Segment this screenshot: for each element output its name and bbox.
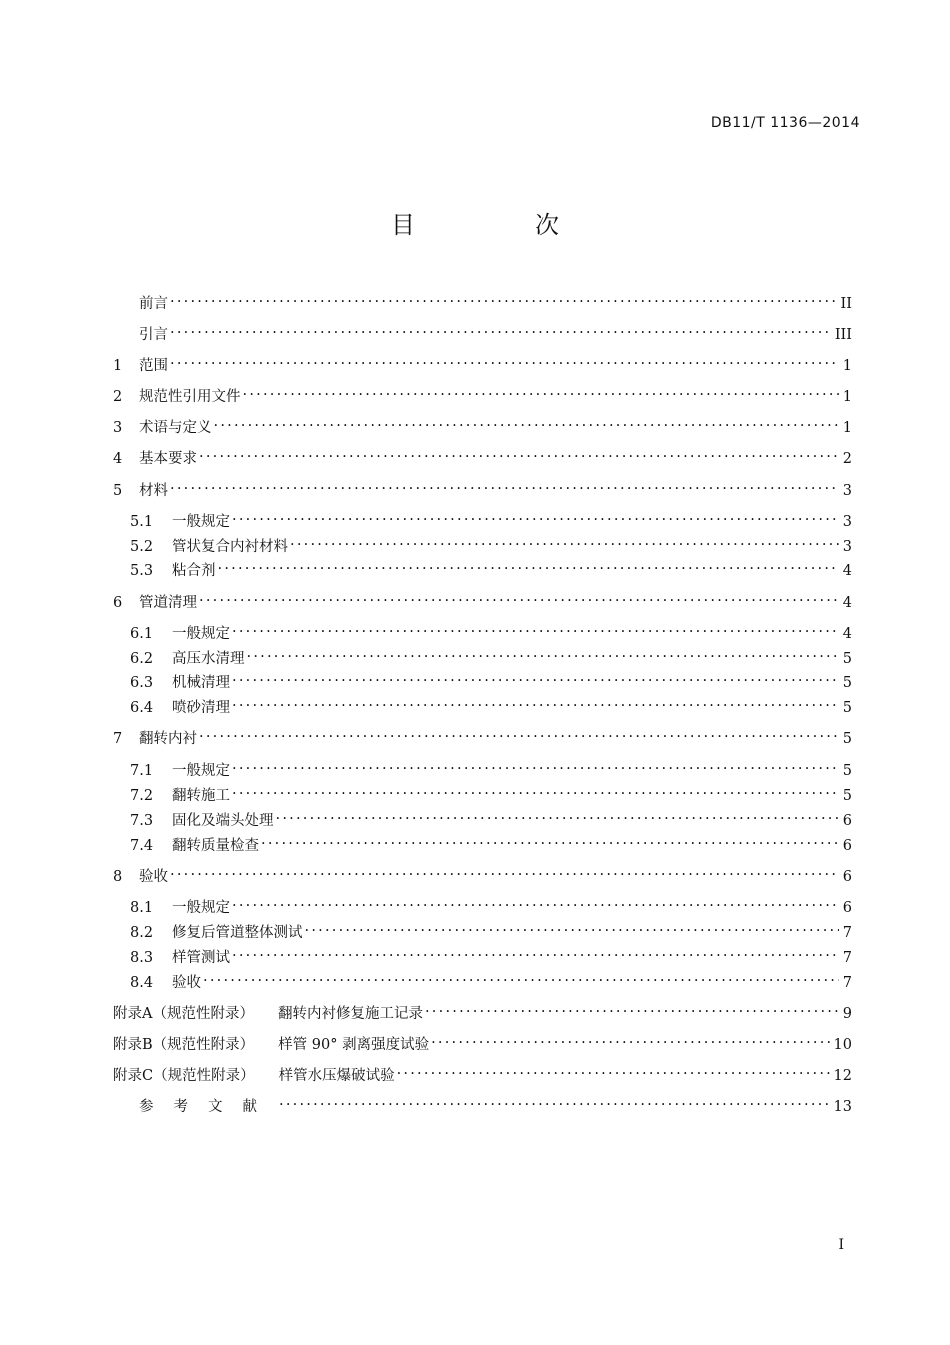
- toc-entry-page: 9: [842, 1006, 852, 1022]
- toc-entry[interactable]: [113, 319, 852, 343]
- toc-entry-number: 1: [113, 358, 123, 374]
- toc-entry-page: 4: [842, 626, 852, 642]
- toc-entry-number: 6: [113, 595, 123, 611]
- toc-entry-label: 引言: [139, 327, 168, 343]
- toc-dot-leader: [170, 288, 837, 308]
- toc-entry-label: 规范性引用文件: [139, 389, 241, 405]
- toc-entry[interactable]: [113, 475, 852, 499]
- toc-entry[interactable]: [130, 967, 852, 991]
- toc-dot-leader: [279, 1091, 830, 1111]
- toc-entry-label: 粘合剂: [172, 563, 216, 579]
- toc-entry-label: 机械清理: [172, 675, 230, 691]
- toc-entry[interactable]: [113, 723, 852, 747]
- toc-entry-label: 材料: [139, 483, 168, 499]
- toc-dot-leader: [170, 861, 839, 881]
- toc-entry-number: 7.3: [130, 813, 154, 829]
- toc-entry-page: 3: [842, 514, 852, 530]
- toc-entry-number: 附录B（规范性附录）: [113, 1037, 255, 1053]
- toc-entry-number: 8.3: [130, 950, 154, 966]
- toc-entry-label: 翻转施工: [172, 788, 230, 804]
- toc-entry-page: 6: [842, 869, 852, 885]
- toc-entry[interactable]: [130, 506, 852, 530]
- toc-entry-page: 3: [842, 539, 852, 555]
- toc-entry[interactable]: [113, 1029, 852, 1053]
- toc-entry-number: 8.1: [130, 900, 154, 916]
- toc-dot-leader: [243, 381, 839, 401]
- toc-dot-leader: [232, 942, 839, 962]
- toc-entry-page: 12: [833, 1068, 852, 1084]
- toc-entry[interactable]: [113, 998, 852, 1022]
- toc-entry-number: 7.2: [130, 788, 154, 804]
- toc-dot-leader: [232, 506, 839, 526]
- toc-entry-page: 7: [842, 975, 852, 991]
- document-code: DB11/T 1136—2014: [710, 115, 860, 131]
- toc-entry-label: 样管测试: [172, 950, 230, 966]
- toc-entry-page: 6: [842, 838, 852, 854]
- toc-entry-page: 10: [833, 1037, 852, 1053]
- toc-entry-label: 一般规定: [172, 514, 230, 530]
- toc-entry-number: 6.1: [130, 626, 154, 642]
- toc-dot-leader: [199, 723, 839, 743]
- toc-entry-number: 6.2: [130, 651, 154, 667]
- toc-entry[interactable]: [130, 942, 852, 966]
- toc-dot-leader: [290, 531, 839, 551]
- toc-entry-number: 7: [113, 731, 123, 747]
- toc-dot-leader: [397, 1060, 830, 1080]
- toc-entry[interactable]: [113, 288, 852, 312]
- toc-entry-number: 8.2: [130, 925, 154, 941]
- toc-entry-number: 7.4: [130, 838, 154, 854]
- toc-dot-leader: [214, 412, 839, 432]
- toc-entry-number: 6.3: [130, 675, 154, 691]
- toc-dot-leader: [425, 998, 839, 1018]
- toc-entry-label: 一般规定: [172, 900, 230, 916]
- toc-dot-leader: [232, 780, 839, 800]
- toc-entry-number: 3: [113, 420, 123, 436]
- toc-entry-number: 5.3: [130, 563, 154, 579]
- toc-entry[interactable]: [130, 531, 852, 555]
- toc-entry-page: 1: [842, 358, 852, 374]
- toc-entry[interactable]: [113, 443, 852, 467]
- toc-entry-page: 1: [842, 420, 852, 436]
- toc-entry[interactable]: [130, 692, 852, 716]
- toc-dot-leader: [232, 692, 839, 712]
- toc-entry-page: 7: [842, 925, 852, 941]
- toc-entry[interactable]: [130, 892, 852, 916]
- toc-dot-leader: [199, 587, 839, 607]
- toc-entry-number: 8.4: [130, 975, 154, 991]
- toc-dot-leader: [232, 755, 839, 775]
- toc-entry-page: 5: [842, 651, 852, 667]
- toc-dot-leader: [203, 967, 839, 987]
- toc-entry-number: 5.1: [130, 514, 154, 530]
- toc-entry-number: 5: [113, 483, 123, 499]
- toc-entry[interactable]: [113, 1060, 852, 1084]
- toc-entry-label: 高压水清理: [172, 651, 245, 667]
- toc-entry[interactable]: [130, 755, 852, 779]
- toc-entry-page: 4: [842, 563, 852, 579]
- toc-title: 目 次: [391, 211, 607, 239]
- toc-entry-page: 5: [842, 788, 852, 804]
- page-number: I: [838, 1237, 844, 1253]
- toc-dot-leader: [431, 1029, 829, 1049]
- toc-entry-label: 一般规定: [172, 626, 230, 642]
- toc-entry-page: 7: [842, 950, 852, 966]
- toc-dot-leader: [232, 667, 839, 687]
- toc-entry[interactable]: [130, 643, 852, 667]
- toc-entry-page: 5: [842, 675, 852, 691]
- toc-entry-page: 3: [842, 483, 852, 499]
- toc-entry-label: 验收: [139, 869, 168, 885]
- toc-entry-number: 2: [113, 389, 123, 405]
- toc-dot-leader: [218, 555, 839, 575]
- toc-entry[interactable]: [113, 587, 852, 611]
- toc-entry[interactable]: [113, 412, 852, 436]
- toc-entry-page: 5: [842, 700, 852, 716]
- toc-entry-page: 6: [842, 900, 852, 916]
- toc-dot-leader: [170, 319, 831, 339]
- toc-entry-label: 样管 90° 剥离强度试验: [278, 1037, 430, 1053]
- toc-entry-label: 管道清理: [139, 595, 197, 611]
- toc-entry[interactable]: [130, 618, 852, 642]
- toc-dot-leader: [232, 892, 839, 912]
- toc-entry-page: 13: [833, 1099, 852, 1115]
- toc-entry-label: 固化及端头处理: [172, 813, 274, 829]
- toc-entry[interactable]: [113, 1091, 852, 1115]
- toc-entry[interactable]: [113, 350, 852, 374]
- toc-entry-page: 5: [842, 731, 852, 747]
- toc-entry-label: 管状复合内衬材料: [172, 539, 288, 555]
- toc-entry-page: III: [834, 327, 852, 343]
- toc-entry-label: 翻转质量检查: [172, 838, 259, 854]
- toc-dot-leader: [170, 475, 839, 495]
- toc-entry[interactable]: [113, 381, 852, 405]
- toc-entry[interactable]: [130, 805, 852, 829]
- toc-entry-page: 6: [842, 813, 852, 829]
- toc-entry-number: 7.1: [130, 763, 154, 779]
- toc-dot-leader: [305, 917, 839, 937]
- toc-entry[interactable]: [130, 667, 852, 691]
- toc-entry-page: 2: [842, 451, 852, 467]
- toc-entry-label: 前言: [139, 296, 168, 312]
- toc-entry[interactable]: [130, 555, 852, 579]
- toc-entry-label: 范围: [139, 358, 168, 374]
- toc-dot-leader: [199, 443, 839, 463]
- toc-dot-leader: [247, 643, 839, 663]
- toc-dot-leader: [276, 805, 839, 825]
- toc-entry[interactable]: [130, 830, 852, 854]
- toc-entry-number: 6.4: [130, 700, 154, 716]
- toc-entry-page: 5: [842, 763, 852, 779]
- toc-dot-leader: [170, 350, 839, 370]
- toc-entry-label: 喷砂清理: [172, 700, 230, 716]
- toc-entry-number: 附录A（规范性附录）: [113, 1006, 254, 1022]
- toc-entry-number: 附录C（规范性附录）: [113, 1068, 255, 1084]
- toc-entry-label: 修复后管道整体测试: [172, 925, 303, 941]
- toc-entry-label: 术语与定义: [139, 420, 212, 436]
- toc-entry-label: 验收: [172, 975, 201, 991]
- toc-entry-number: 8: [113, 869, 123, 885]
- toc-dot-leader: [232, 618, 839, 638]
- toc-entry-label: 一般规定: [172, 763, 230, 779]
- toc-entry[interactable]: [130, 780, 852, 804]
- toc-entry-page: 1: [842, 389, 852, 405]
- toc-entry-label: 基本要求: [139, 451, 197, 467]
- toc-entry-page: II: [840, 296, 852, 312]
- toc-entry-number: 4: [113, 451, 123, 467]
- toc-entry[interactable]: [130, 917, 852, 941]
- toc-entry-label: 翻转内衬: [139, 731, 197, 747]
- toc-entry-number: 5.2: [130, 539, 154, 555]
- toc-entry-label: 样管水压爆破试验: [278, 1068, 395, 1084]
- toc-entry-label: 参考文献: [139, 1099, 277, 1115]
- toc-dot-leader: [261, 830, 839, 850]
- toc-entry-page: 4: [842, 595, 852, 611]
- toc-entry-label: 翻转内衬修复施工记录: [277, 1006, 423, 1022]
- toc-entry[interactable]: [113, 861, 852, 885]
